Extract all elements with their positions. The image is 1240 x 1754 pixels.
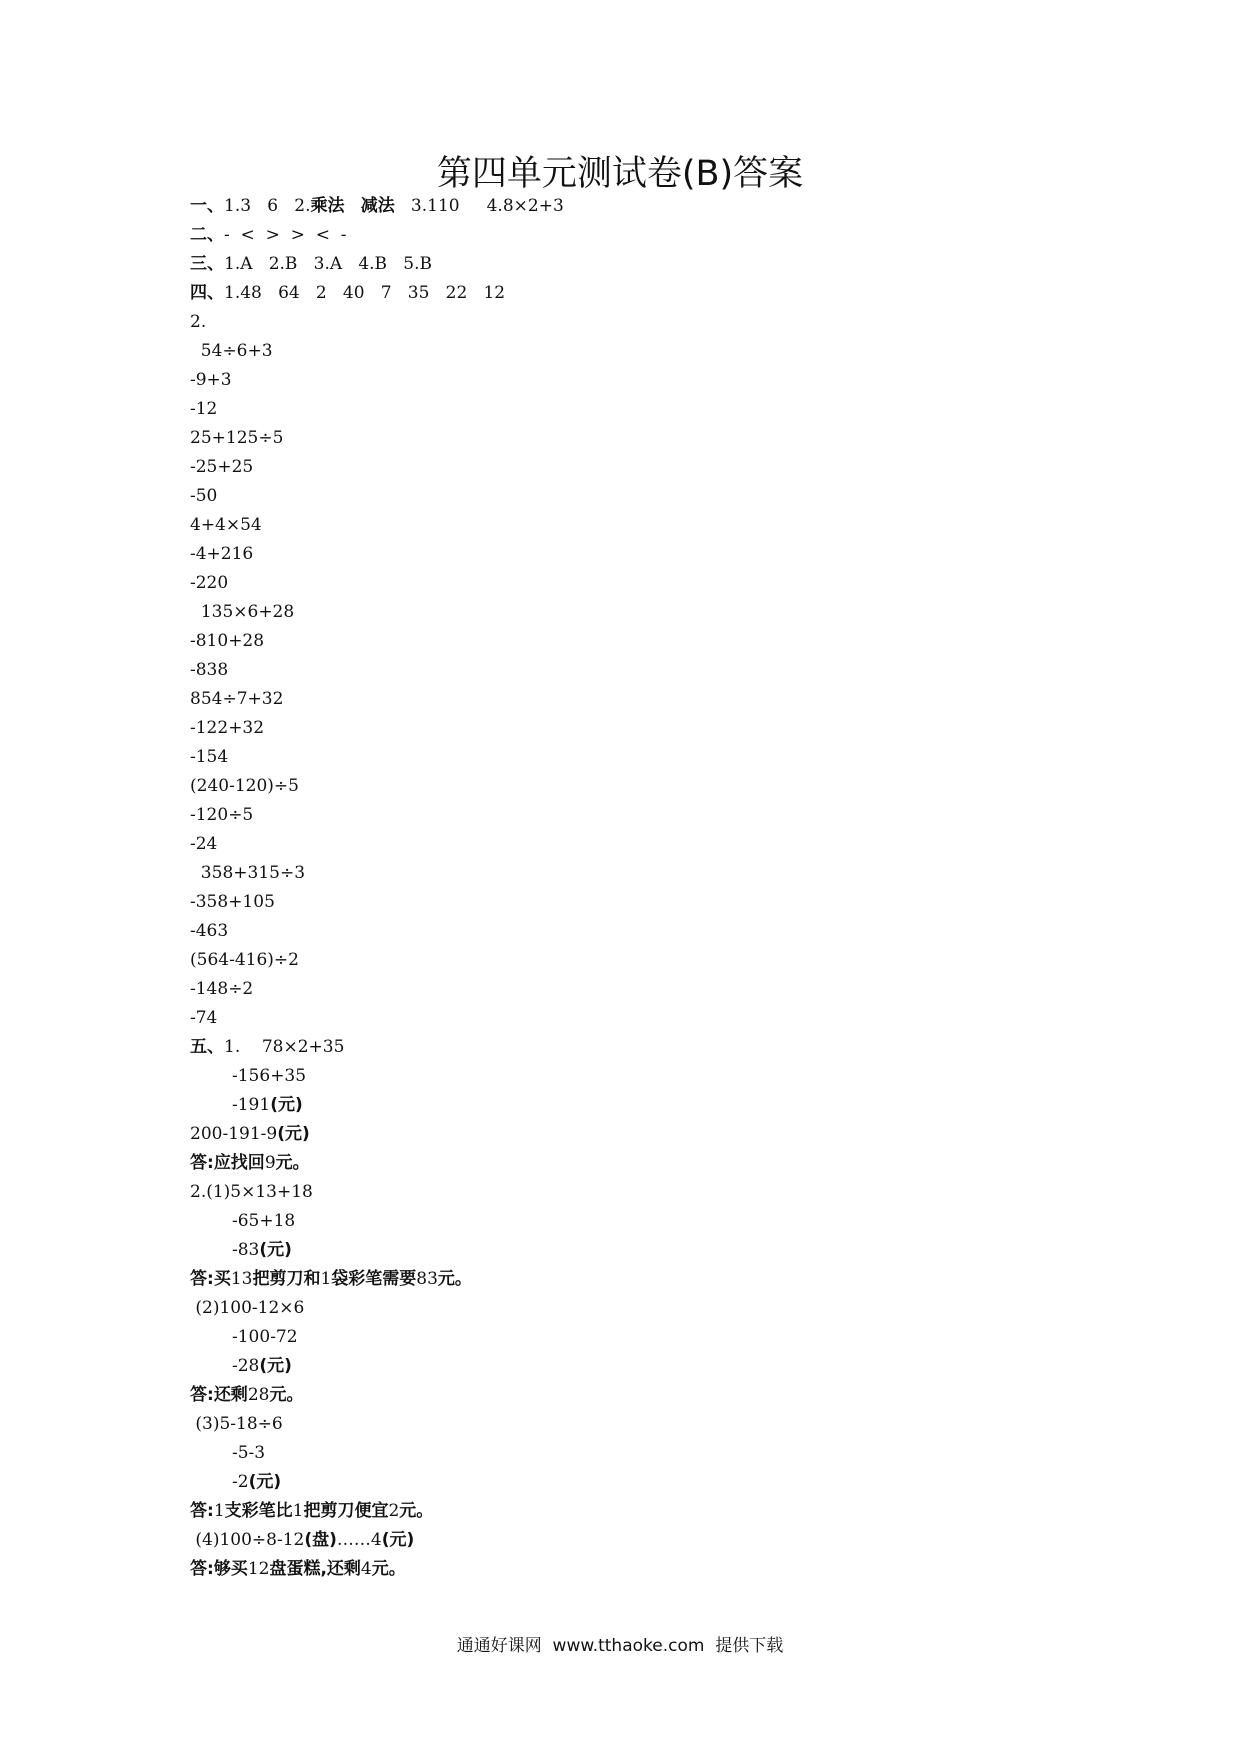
answer-text: - < > > < - — [224, 225, 347, 245]
calc-line: -65+18 — [232, 1211, 296, 1231]
answer-text: 1.A 2.B 3.A 4.B 5.B — [224, 254, 432, 274]
answer-line — [190, 1558, 406, 1580]
section-2 — [190, 224, 347, 246]
answer-text: 1.3 6 2. — [224, 196, 311, 216]
answer-number: 83 — [416, 1269, 438, 1289]
calc-line: -838 — [190, 660, 229, 680]
section-label: 三、 — [190, 254, 224, 274]
answer-number: 9 — [264, 1153, 276, 1173]
answer-bold: 元。 — [275, 1153, 310, 1173]
section-label: 四、 — [190, 283, 224, 303]
calc-line: -810+28 — [190, 631, 265, 651]
answer-bold: 袋彩笔需要 — [331, 1269, 417, 1289]
unit: (元) — [259, 1240, 292, 1260]
calc-line — [190, 1529, 414, 1551]
calc-text: 1. 78×2+35 — [224, 1037, 345, 1057]
calc-line: -24 — [190, 834, 218, 854]
unit: (元) — [248, 1472, 282, 1492]
answer-label: 答: — [190, 1501, 214, 1521]
calc-line: 358+315÷3 — [190, 863, 306, 883]
calc-line: -122+32 — [190, 718, 265, 738]
answer-number: 2 — [388, 1501, 400, 1521]
answer-number: 12 — [247, 1559, 270, 1579]
unit: (元) — [270, 1095, 303, 1115]
calc-line: -12 — [190, 399, 218, 419]
answer-bold: 把剪刀便宜 — [303, 1501, 389, 1521]
answer-number: 1 — [292, 1501, 304, 1521]
calc-line — [232, 1355, 292, 1377]
calc-line: -154 — [190, 747, 229, 767]
answer-number: 1 — [213, 1501, 225, 1521]
calc-text: -191 — [232, 1095, 271, 1115]
calc-line: -5-3 — [232, 1443, 266, 1463]
page-title: 第四单元测试卷(B)答案 — [436, 154, 804, 194]
answer-number: 28 — [247, 1385, 270, 1405]
answer-label: 答: — [190, 1559, 214, 1579]
unit: (元) — [259, 1356, 292, 1376]
answer-text: 3.110 4.8×2+3 — [394, 196, 564, 216]
calc-line: -4+216 — [190, 544, 254, 564]
calc-line: -220 — [190, 573, 229, 593]
calc-line — [190, 1123, 310, 1145]
answer-bold: 盘蛋糕,还剩 — [269, 1559, 361, 1579]
answer-bold: 乘法 — [310, 196, 345, 216]
calc-text: -28 — [232, 1356, 260, 1376]
answer-bold: 减法 — [360, 196, 395, 216]
calc-line: (3)5-18÷6 — [190, 1414, 283, 1434]
calc-line: (240-120)÷5 — [190, 776, 299, 796]
answer-bold: 把剪刀和 — [252, 1269, 321, 1289]
answer-label: 答: — [190, 1269, 214, 1289]
calc-line: (2)100-12×6 — [190, 1298, 305, 1318]
calc-line: 25+125÷5 — [190, 428, 284, 448]
calc-text: 200-191-9 — [190, 1124, 278, 1144]
calc-line: 4+4×54 — [190, 515, 262, 535]
answer-line — [190, 1268, 472, 1290]
answer-bold: 元。 — [437, 1269, 472, 1289]
unit: (元) — [381, 1530, 415, 1550]
calc-line: (564-416)÷2 — [190, 950, 299, 970]
section-5-q1 — [190, 1036, 344, 1058]
section-label: 五、 — [190, 1037, 224, 1057]
calc-line: -74 — [190, 1008, 218, 1028]
calc-line: 135×6+28 — [190, 602, 295, 622]
calc-line: 54÷6+3 — [190, 341, 273, 361]
calc-line — [232, 1094, 303, 1116]
calc-line: -358+105 — [190, 892, 275, 912]
calc-line: -463 — [190, 921, 229, 941]
answer-number: 13 — [230, 1269, 253, 1289]
calc-line: -100-72 — [232, 1327, 298, 1347]
section-label: 一、 — [190, 196, 224, 216]
answer-bold: 够买 — [213, 1559, 248, 1579]
calc-line — [232, 1471, 281, 1493]
calc-text: ……4 — [336, 1530, 382, 1550]
answer-bold: 元。 — [371, 1559, 406, 1579]
calc-text: -83 — [232, 1240, 260, 1260]
answer-line — [190, 1384, 303, 1406]
unit: (元) — [277, 1124, 310, 1144]
answer-bold: 支彩笔比 — [224, 1501, 293, 1521]
answer-line — [190, 1152, 310, 1174]
answer-bold: 元。 — [269, 1385, 304, 1405]
answer-number: 1 — [320, 1269, 332, 1289]
calc-line: -9+3 — [190, 370, 232, 390]
answer-label: 答: — [190, 1385, 214, 1405]
calc-line: -120÷5 — [190, 805, 254, 825]
footer-source: 通通好课网 www.tthaoke.com 提供下载 — [456, 1636, 784, 1656]
calc-line: -25+25 — [190, 457, 254, 477]
calc-line: -156+35 — [232, 1066, 307, 1086]
calc-line — [232, 1239, 292, 1261]
calc-text: (4)100÷8-12 — [190, 1530, 305, 1550]
answer-bold: 还剩 — [213, 1385, 248, 1405]
answer-bold: 元。 — [399, 1501, 434, 1521]
calc-text: -2 — [232, 1472, 249, 1492]
calc-line: 2.(1)5×13+18 — [190, 1182, 313, 1202]
unit: (盘) — [304, 1530, 337, 1550]
answer-label: 答: — [190, 1153, 214, 1173]
answer-number: 4 — [360, 1559, 372, 1579]
calc-line: -148÷2 — [190, 979, 254, 999]
section-3 — [190, 253, 432, 275]
calc-line: 854÷7+32 — [190, 689, 284, 709]
section-4 — [190, 282, 505, 304]
answer-bold: 应找回 — [213, 1153, 265, 1173]
answer-text: 1.48 64 2 40 7 35 22 12 — [224, 283, 506, 303]
section-1 — [190, 195, 564, 217]
spacer — [345, 196, 361, 216]
calc-line: -50 — [190, 486, 218, 506]
answer-line — [190, 1500, 433, 1522]
answer-bold: 买 — [213, 1269, 231, 1289]
calc-line: 2. — [190, 312, 207, 332]
section-label: 二、 — [190, 225, 224, 245]
